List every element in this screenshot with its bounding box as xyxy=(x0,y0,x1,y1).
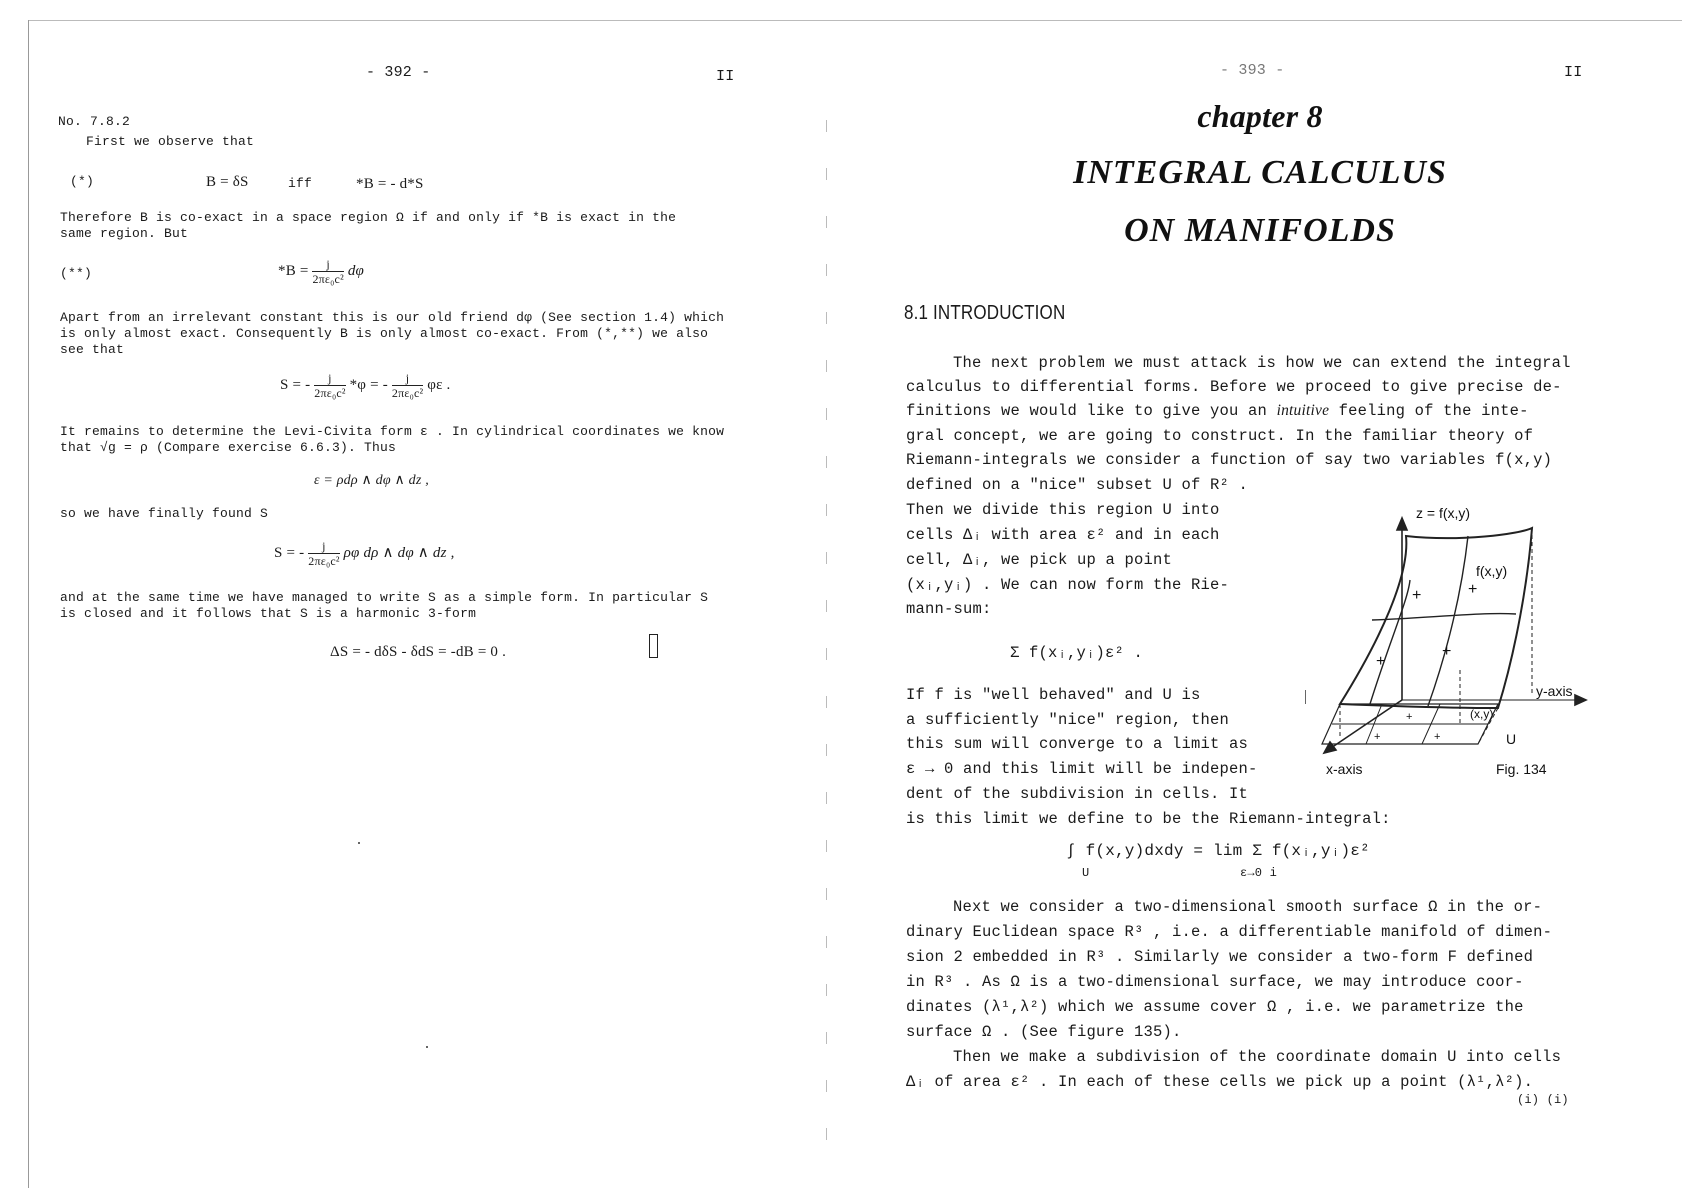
p4-line2: dinary Euclidean space R³ , i.e. a differentiable manifold of dimen- xyxy=(906,923,1553,941)
x-axis-label: x-axis xyxy=(1326,761,1363,777)
right-volume-label: II xyxy=(1564,64,1583,81)
end-of-proof-box xyxy=(649,634,658,658)
scan-speck-1 xyxy=(358,842,360,844)
p3-line2: a sufficiently "nice" region, then xyxy=(906,711,1230,729)
p2-line3: cell, Δᵢ, we pick up a point xyxy=(906,551,1173,569)
eq5-tail: ρφ dρ ∧ dφ ∧ dz , xyxy=(343,544,455,561)
z-axis-arrow xyxy=(1397,518,1407,530)
eq6: ΔS = - dδS - δdS = -dB = 0 . xyxy=(330,644,507,660)
eq2-tag: (**) xyxy=(60,266,93,281)
x-axis-line xyxy=(1328,700,1402,750)
para2-line3: see that xyxy=(60,342,125,357)
para3-line2: that √g = ρ (Compare exercise 6.6.3). Thus xyxy=(60,440,397,455)
eq5-fraction xyxy=(308,540,339,567)
p2-line4: (xᵢ,yᵢ) . We can now form the Rie- xyxy=(906,576,1230,594)
eq5-numerator: j xyxy=(308,540,339,554)
para2-line2: is only almost exact. Consequently B is only almost co-exact. From (*,**) we also xyxy=(60,326,709,341)
y-axis-label: y-axis xyxy=(1536,683,1573,699)
eq3-tail: φε . xyxy=(427,376,451,393)
p4-line1: Next we consider a two-dimensional smooth surface Ω in the or- xyxy=(953,898,1543,916)
p1-line4: gral concept, we are going to construct. In the familiar theory of xyxy=(906,427,1534,445)
para1-line1: Therefore B is co-exact in a space region Ω if and only if *B is exact in the xyxy=(60,210,677,225)
integral-domain-subscript: U xyxy=(1082,866,1090,880)
eq3-lhs: S = - xyxy=(280,376,311,393)
scan-speck-3 xyxy=(1305,690,1306,704)
right-page-number: - 393 - xyxy=(1220,62,1285,79)
eq3-denominator1: 2πε₀c² xyxy=(314,386,346,400)
para5-line1: and at the same time we have managed to write S as a simple form. In particular S xyxy=(60,590,709,605)
p4-line4: in R³ . As Ω is a two-dimensional surface, we may introduce coor- xyxy=(906,973,1524,991)
p3-line3: this sum will converge to a limit as xyxy=(906,735,1249,753)
surface-plus-2: + xyxy=(1468,581,1478,598)
riemann-sum-formula: Σ f(xᵢ,yᵢ)ε² . xyxy=(1010,644,1144,662)
p2-line1: Then we divide this region U into xyxy=(906,501,1220,519)
p3-line5: dent of the subdivision in cells. It xyxy=(906,785,1249,803)
p3-line1: If f is "well behaved" and U is xyxy=(906,686,1201,704)
page-edge-left xyxy=(28,20,29,1188)
para3-line1: It remains to determine the Levi-Civita form ε . In cylindrical coordinates we know xyxy=(60,424,725,439)
base-plus-3: + xyxy=(1434,731,1441,743)
figure-caption: Fig. 134 xyxy=(1496,761,1547,777)
p4-line3: sion 2 embedded in R³ . Similarly we consider a two-form F defined xyxy=(906,948,1534,966)
chapter-title-line1: INTEGRAL CALCULUS xyxy=(1073,154,1447,191)
scan-speck-2 xyxy=(426,1046,428,1048)
eq5 xyxy=(274,540,455,567)
p2-line2: cells Δᵢ with area ε² and in each xyxy=(906,526,1220,544)
chapter-title-line2: ON MANIFOLDS xyxy=(1124,212,1396,249)
eq3 xyxy=(280,372,451,399)
riemann-integral-formula: ∫ f(x,y)dxdy = lim Σ f(xᵢ,yᵢ)ε² xyxy=(1066,842,1370,860)
eq3-numerator1: j xyxy=(314,372,345,386)
para2-line1: Apart from an irrelevant constant this is our old friend dφ (See section 1.4) which xyxy=(60,310,725,325)
p1-line6: defined on a "nice" subset U of R² . xyxy=(906,476,1249,494)
eq2-numerator: j xyxy=(312,258,343,272)
eq5-lhs: S = - xyxy=(274,544,305,561)
p1-line3-start: finitions we would like to give you an xyxy=(906,402,1277,420)
p1-line3 xyxy=(906,402,1529,420)
p1-line2: calculus to differential forms. Before we proceed to give precise de- xyxy=(906,378,1562,396)
surface-plus-1: + xyxy=(1412,587,1422,604)
y-axis-arrow xyxy=(1575,695,1586,705)
eq2-tail: dφ xyxy=(347,262,365,279)
intro-text: First we observe that xyxy=(86,134,255,149)
chapter-label: chapter 8 xyxy=(1197,98,1323,134)
para5-line2: is closed and it follows that S is a harmonic 3-form xyxy=(60,606,477,621)
eq1-iff: iff xyxy=(288,176,313,191)
p1-line3-emphasis: intuitive xyxy=(1276,402,1330,419)
section-heading: 8.1 INTRODUCTION xyxy=(904,302,1066,324)
surface-point-label: f(x,y) xyxy=(1476,563,1508,579)
problem-label: No. 7.8.2 xyxy=(58,114,131,129)
page-gutter xyxy=(826,120,827,1160)
eq3-fraction2 xyxy=(392,372,423,399)
para1-line2: same region. But xyxy=(60,226,189,241)
eq2-denominator: 2πε₀c² xyxy=(312,272,344,286)
page-edge-top xyxy=(28,20,1682,21)
para4: so we have finally found S xyxy=(60,506,269,521)
eq1-lhs: B = δS xyxy=(206,174,249,190)
surface-grid-line-3 xyxy=(1428,536,1468,706)
p4-line5: dinates (λ¹,λ²) which we assume cover Ω , i.e. we parametrize the xyxy=(906,998,1524,1016)
eq1-rhs: *B = - d*S xyxy=(356,176,424,192)
p2-line5: mann-sum: xyxy=(906,600,992,618)
surface-figure xyxy=(1310,500,1600,800)
left-volume-label: II xyxy=(716,68,735,85)
figure-134 xyxy=(1310,500,1600,805)
base-plus-1: + xyxy=(1406,711,1413,723)
left-page-number: - 392 - xyxy=(366,64,431,81)
surface-plus-3: + xyxy=(1376,653,1386,670)
eq2 xyxy=(278,258,364,285)
p3-line4: ε → 0 and this limit will be indepen- xyxy=(906,760,1258,778)
p5-line1: Then we make a subdivision of the coordinate domain U into cells xyxy=(953,1048,1562,1066)
limit-subscript: ε→0 i xyxy=(1240,866,1278,880)
eq3-numerator2: j xyxy=(392,372,423,386)
p5-line2: Δᵢ of area ε² . In each of these cells we pick up a point (λ¹,λ²). xyxy=(906,1073,1534,1091)
surface-grid-line-1 xyxy=(1372,614,1516,620)
eq3-mid: *φ = - xyxy=(349,376,388,393)
region-u-label: U xyxy=(1506,731,1517,747)
z-axis-label: z = f(x,y) xyxy=(1416,505,1471,521)
eq2-fraction xyxy=(312,258,343,285)
cell-point-label: (x,y) xyxy=(1470,707,1494,721)
base-plus-2: + xyxy=(1374,731,1381,743)
eq5-denominator: 2πε₀c² xyxy=(308,554,340,568)
eq3-denominator2: 2πε₀c² xyxy=(391,386,424,400)
p1-line1: The next problem we must attack is how we can extend the integral xyxy=(953,354,1571,372)
p4-line6: surface Ω . (See figure 135). xyxy=(906,1023,1182,1041)
eq3-fraction1 xyxy=(314,372,345,399)
eq2-lhs: *B = xyxy=(278,262,309,279)
p5-point-subscript: (i) (i) xyxy=(1517,1093,1569,1107)
p1-line5: Riemann-integrals we consider a function of say two variables f(x,y) xyxy=(906,451,1553,469)
surface-plus-4: + xyxy=(1442,643,1452,660)
p3-line6: is this limit we define to be the Riemann-integral: xyxy=(906,810,1391,828)
eq1-tag: (*) xyxy=(70,174,95,189)
eq4: ε = ρdρ ∧ dφ ∧ dz , xyxy=(314,473,429,488)
p1-line3-end: feeling of the inte- xyxy=(1329,402,1529,420)
